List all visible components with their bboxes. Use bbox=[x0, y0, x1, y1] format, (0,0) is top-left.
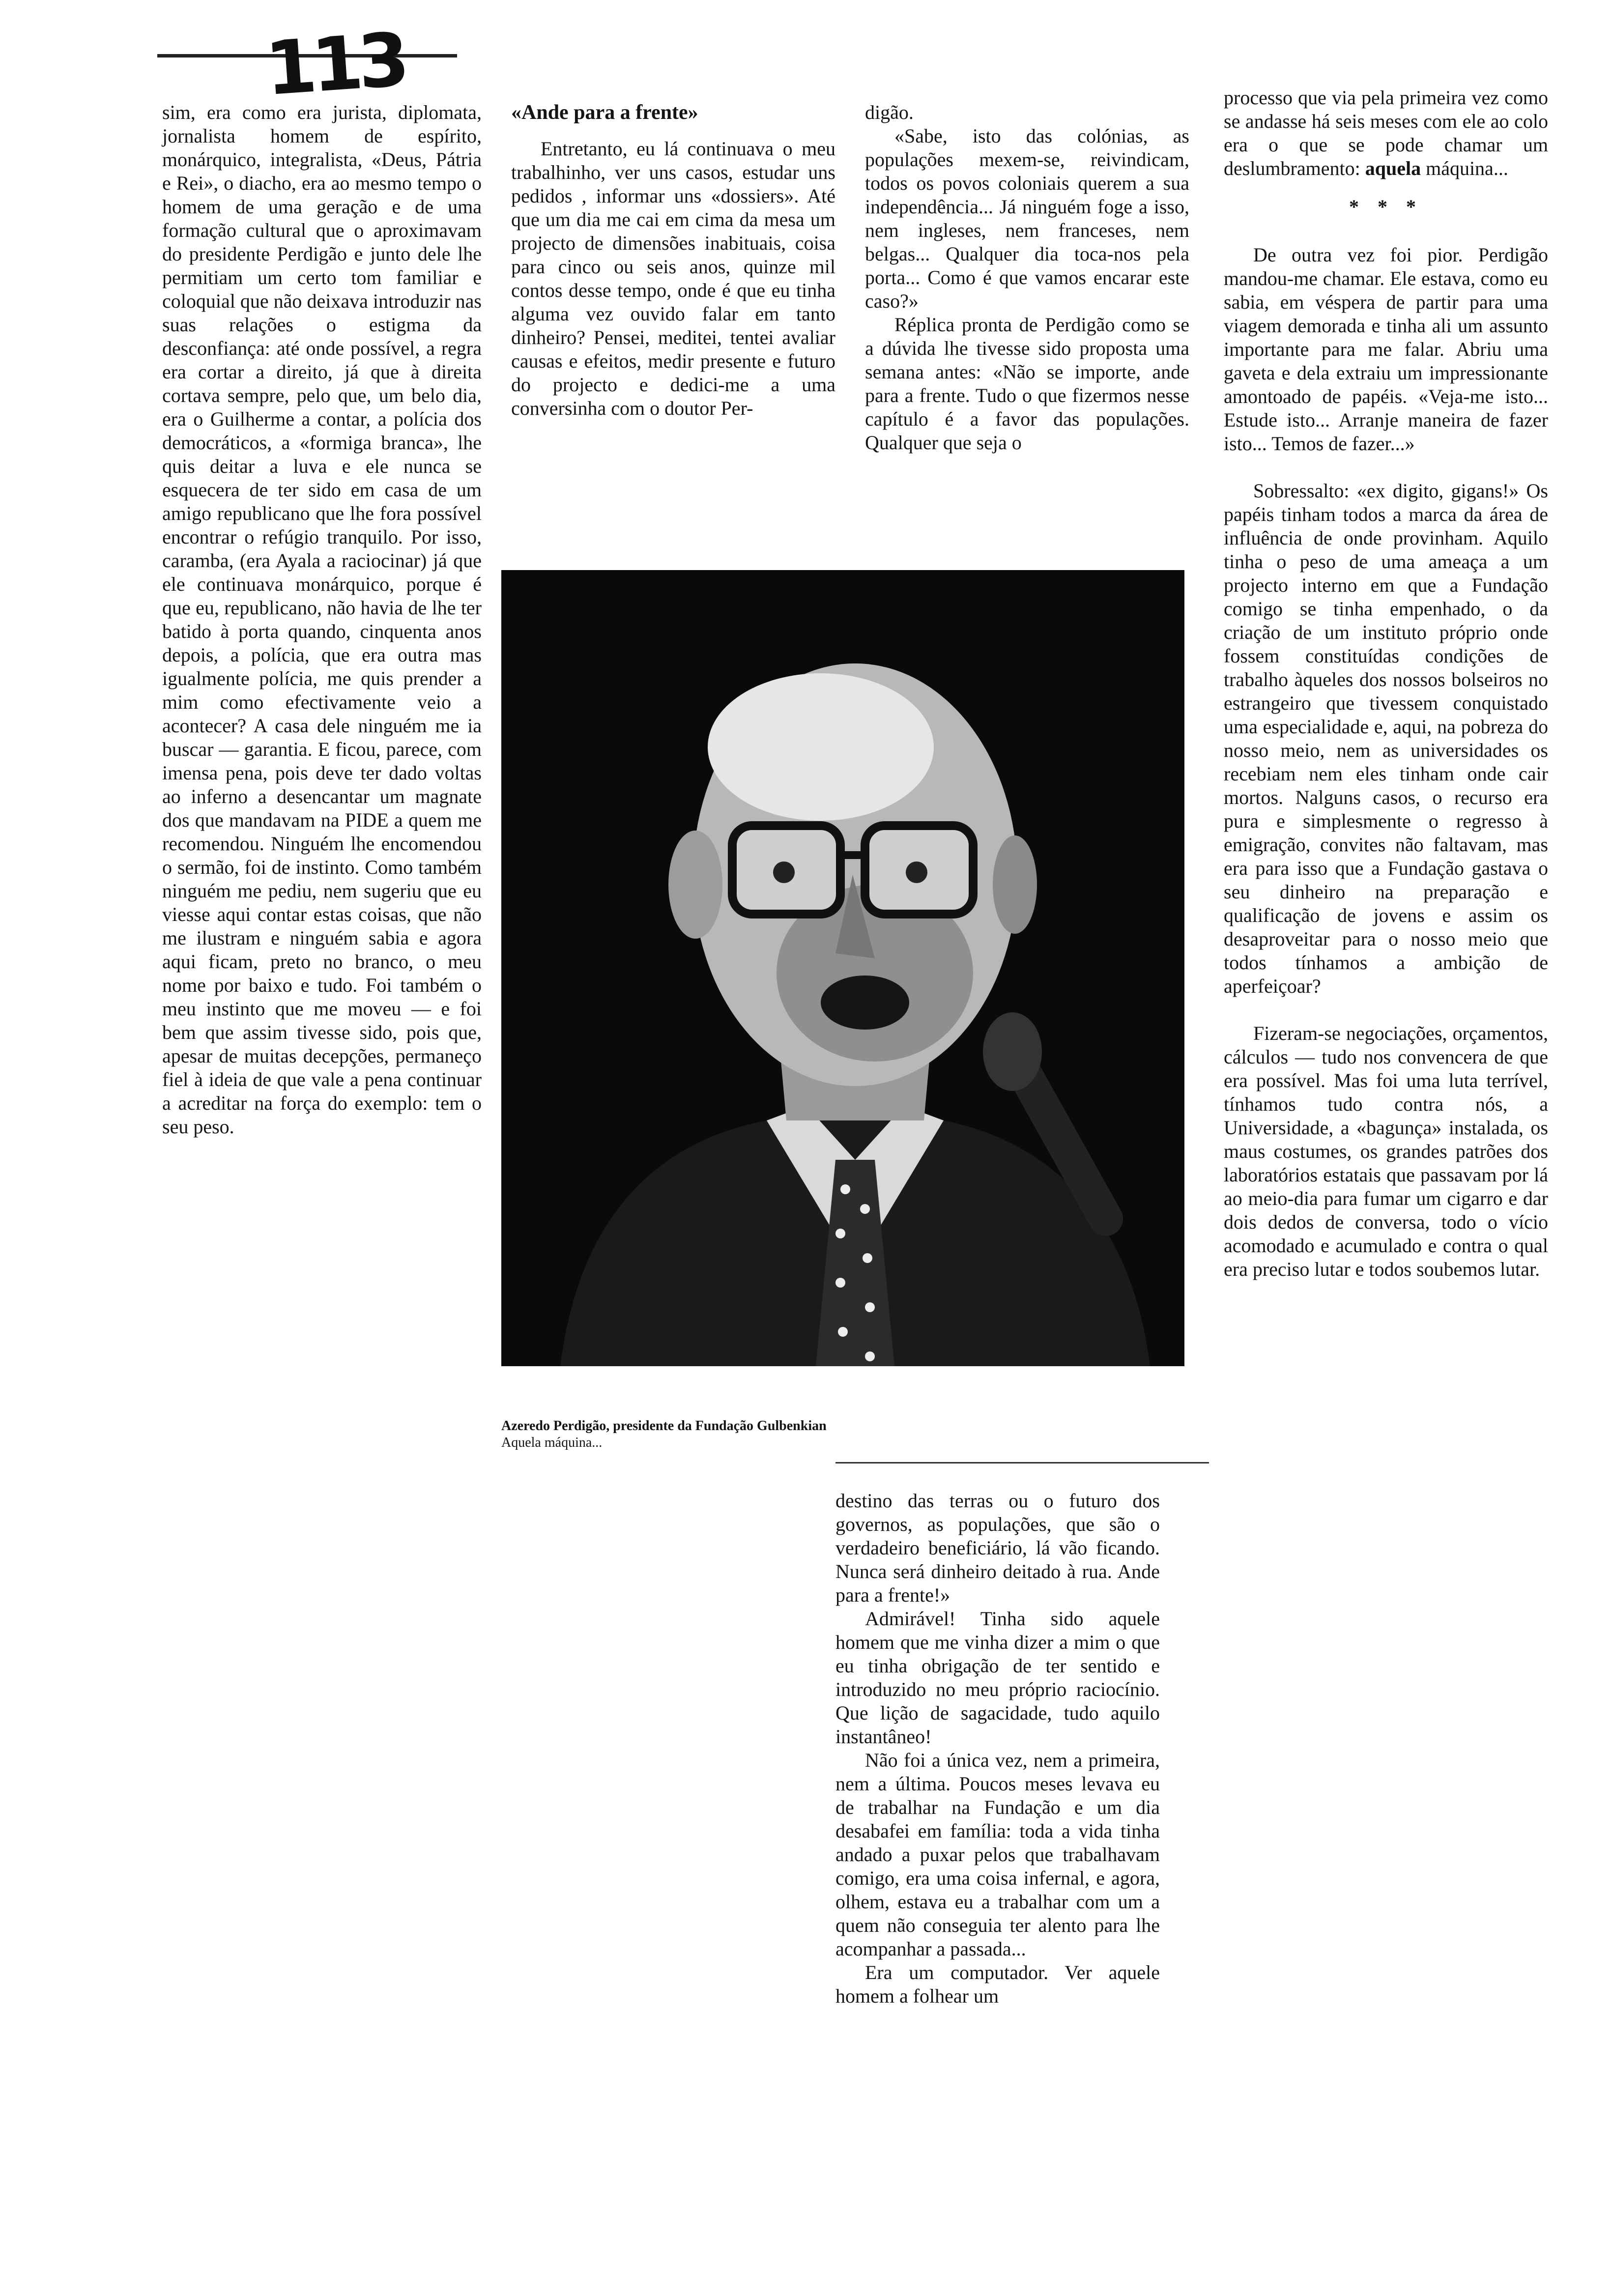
column-4-para-4: Fizeram-se negociações, orçamentos, cálculos — tudo nos convencera de que era possível. Mas foi uma luta terrível, tínhamos tudo contra nós, a Universidade, a «bagunça» instalada, os maus costumes, os grandes patrões dos laboratórios estatais que passavam por lá ao meio-dia para fumar um cigarro e dar dois dedos de conversa, todo o vício acomodado e acumulado e contra o qual era preciso lutar e todos soubemos lutar. bbox=[1224, 1022, 1548, 1280]
section-heading: «Ande para a frente» bbox=[511, 101, 698, 124]
photo-caption bbox=[501, 1418, 1184, 1451]
column-4-para-1-text: processo que via pela primeira vez como se andasse há seis meses com ele ao colo era o que se pode chamar um deslumbramento: bbox=[1224, 86, 1548, 179]
portrait-photo bbox=[501, 570, 1184, 1366]
column-5-para-1: destino das terras ou o futuro dos governos, as populações, que são o verdadeiro beneficiário, lá vão ficando. Nunca será dinheiro deitado à rua. Ande para a frente!» bbox=[835, 1490, 1160, 1606]
column-5 bbox=[835, 1489, 1160, 2008]
column-5-para-2: Admirável! Tinha sido aquele homem que me vinha dizer a mim o que eu tinha obrigação de ter sentido e introduzido no meu próprio raciocínio. Que lição de sagacidade, tudo aquilo instantâneo! bbox=[835, 1607, 1160, 1748]
column-4-para-3: Sobressalto: «ex digito, gigans!» Os papéis tinham todos a marca da área de influência de onde provinham. Aquilo tinha o peso de uma ameaça a um projecto interno em que a Fundação comigo se tinha empenhado, o da criação de um instituto próprio onde fossem constituídas condições de trabalho àqueles dos nossos bolseiros no estrangeiro que tivessem conquistado uma especialidade e, aqui, na pobreza do nosso meio, nem as universidades os recebiam nem eles tinham onde cair mortos. Nalguns casos, o recurso era pura e simplesmente o regresso à emigração, convites não faltavam, mas era para isso que a Fundação gastava o seu dinheiro na preparação e qualificação de jovens e assim os desaproveitar para o nosso meio que todos tínhamos a ambição de aperfeiçoar? bbox=[1224, 480, 1548, 997]
caption-subtitle: Aquela máquina... bbox=[501, 1435, 603, 1450]
column-4-para-2: De outra vez foi pior. Perdigão mandou-me chamar. Ele estava, como eu sabia, em véspera de partir para uma viagem demorada e tinha ali um assunto importante para me falar. Abriu uma gaveta e dela extraiu um impressionante amontoado de papéis. «Veja-me isto... Estude isto... Arranje maneira de fazer isto... Temos de fazer...» bbox=[1224, 244, 1548, 455]
column-3-para-2: «Sabe, isto das colónias, as populações mexem-se, reivindicam, todos os povos coloniais querem a sua independência... Já ninguém foge a isso, nem ingleses, nem franceses, nem belgas... Qualquer dia toca-nos pela porta... Como é que vamos encarar este caso?» bbox=[865, 125, 1189, 312]
column-5-para-4: Era um computador. Ver aquele homem a folhear um bbox=[835, 1961, 1160, 2007]
column-5-para-3: Não foi a única vez, nem a primeira, nem a última. Poucos meses levava eu de trabalhar na Fundação e um dia desabafei em família: toda a vida tinha andado a puxar pelos que trabalhavam comigo, era uma coisa infernal, e agora, olhem, estava eu a trabalhar com um a quem não conseguia ter alento para lhe acompanhar a passada... bbox=[835, 1749, 1160, 1960]
column-2-text: Entretanto, eu lá continuava o meu trabalhinho, ver uns casos, estudar uns pedidos , informar uns «dossiers». Até que um dia me cai em cima da mesa um projecto de dimensões inabituais, coisa para cinco ou seis anos, quinze mil contos desse tempo, onde é que eu tinha alguma vez ouvido falar em tanto dinheiro? Pensei, meditei, tentei avaliar causas e efeitos, medir presente e futuro do projecto e dedici-me a uma conversinha com o doutor Per- bbox=[511, 138, 835, 419]
column-1 bbox=[162, 101, 482, 1139]
column-4 bbox=[1224, 86, 1548, 1281]
column-1-text: sim, era como era jurista, diplomata, jornalista homem de espírito, monárquico, integralista, «Deus, Pátria e Rei», o diacho, era ao mesmo tempo o homem de uma geração e de uma formação cultural que o aproximavam do presidente Perdigão e junto dele lhe permitiam um certo tom familiar e coloquial que não deixava introduzir nas suas relações o estigma da desconfiança: até onde possível, a regra era cortar a direito, já que à direita cortava sempre, pelo que, um belo dia, era o Guilherme a contar, a polícia dos democráticos, a «formiga branca», lhe quis deitar a luva e ele nunca se esquecera de ter sido em casa de um amigo republicano que lhe fora possível encontrar o refúgio tranquilo. Por isso, caramba, (era Ayala a raciocinar) já que ele continuava monárquico, porque é que eu, republicano, não havia de lhe ter batido à porta quando, cinquenta anos depois, a polícia, que era outra mas igualmente polícia, me quis prender a mim como efectivamente veio a acontecer? A casa dele ninguém me ia buscar — garantia. E ficou, parece, com imensa pena, pois deve ter dado voltas ao inferno a desencantar um magnate dos que mandavam na PIDE a quem me recomendou. Ninguém lhe encomendou o sermão, foi de instinto. Como também ninguém me pediu, nem sugeriu que eu viesse aqui contar estas coisas, que não me ilustram e ninguém sabia e agora aqui ficam, preto no branco, o meu nome por baixo e tudo. Foi também o meu instinto que me moveu — e foi bem que assim tivesse sido, pois que, apesar de muitas decepções, permaneço fiel à ideia de que vale a pena continuar a acreditar na força do exemplo: tem o seu peso. bbox=[162, 101, 482, 1138]
caption-title: Azeredo Perdigão, presidente da Fundação Gulbenkian bbox=[501, 1418, 827, 1434]
column-3-para-3: Réplica pronta de Perdigão como se a dúvida lhe tivesse sido proposta uma semana antes: «Não se importe, ande para a frente. Tudo o que fizermos nesse capítulo é a favor das populações. Qualquer que seja o bbox=[865, 314, 1189, 454]
column-4-para-1 bbox=[1224, 86, 1548, 180]
column-4-para-1-end: máquina... bbox=[1426, 157, 1508, 179]
column-2 bbox=[511, 101, 835, 420]
column-4-emphasis: aquela bbox=[1365, 157, 1421, 179]
section-break-stars: * * * bbox=[1349, 196, 1423, 218]
page-number-handwritten: 113 bbox=[262, 17, 407, 113]
portrait-illustration bbox=[501, 570, 1184, 1366]
column-3 bbox=[865, 101, 1189, 455]
caption-rule bbox=[835, 1462, 1209, 1464]
column-3-para-1: digão. bbox=[865, 101, 914, 123]
